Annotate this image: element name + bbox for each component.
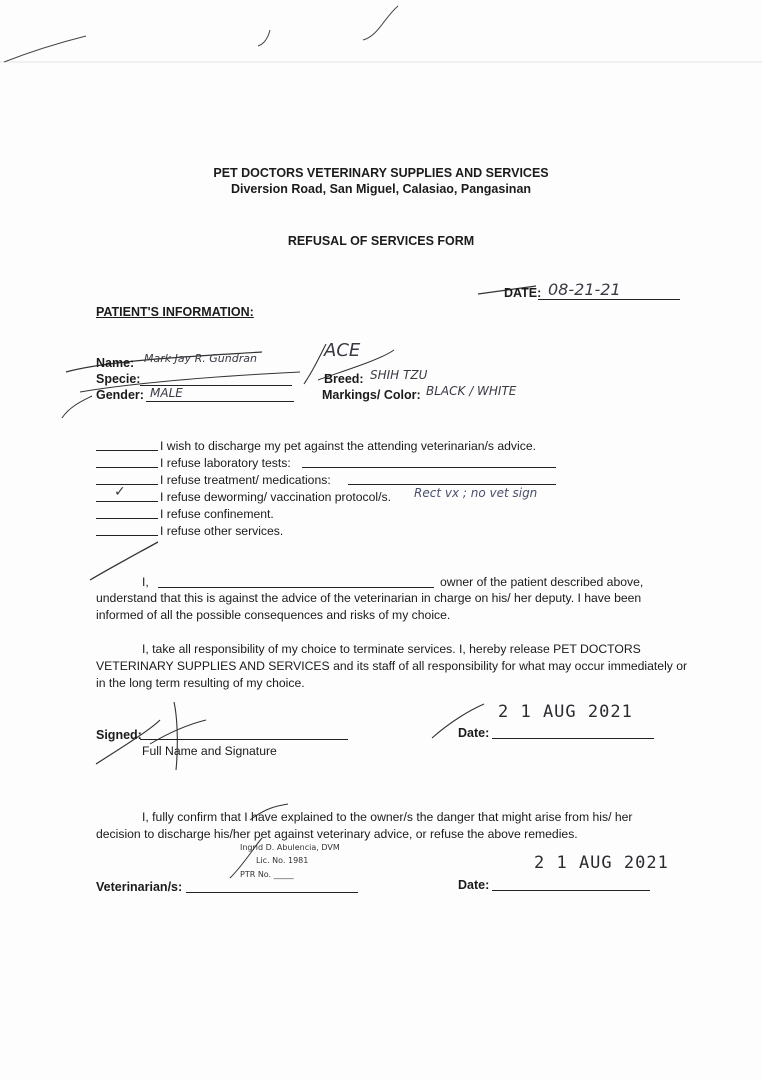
form-title: REFUSAL OF SERVICES FORM	[287, 234, 475, 248]
release-line1: I, take all responsibility of my choice to terminate services. I, hereby release PET DOCTORS	[142, 642, 641, 656]
breed-label: Breed:	[324, 372, 364, 386]
option-lab-tests: I refuse laboratory tests:	[160, 456, 291, 470]
company-address: Diversion Road, San Miguel, Calasiao, Pangasinan	[230, 182, 532, 196]
vet-stamp-ptr: PTR No. _____	[240, 870, 294, 879]
signed-label: Signed:	[96, 728, 142, 742]
signature-caption: Full Name and Signature	[142, 744, 277, 758]
option-blank-1[interactable]	[96, 450, 158, 451]
gender-value: MALE	[150, 386, 183, 400]
signed-date-line[interactable]	[492, 738, 654, 739]
vet-signature-line[interactable]	[186, 892, 358, 893]
lab-tests-line[interactable]	[302, 467, 556, 468]
statement-line2: understand that this is against the advice of the veterinarian in charge on his/ her deputy. I have been	[96, 591, 642, 605]
markings-value: BLACK / WHITE	[426, 384, 517, 398]
vet-date-line[interactable]	[492, 890, 650, 891]
statement-line1: owner of the patient described above,	[440, 575, 644, 589]
option-blank-4[interactable]	[96, 501, 158, 502]
owner-name-value: Mark Jay R. Gundran	[144, 352, 257, 365]
vet-date-label: Date:	[458, 878, 490, 892]
vet-confirm-line1: I, fully confirm that I have explained to the owner/s the danger that might arise from his/ her	[142, 810, 633, 824]
option-confinement: I refuse confinement.	[160, 507, 274, 521]
option-treatment: I refuse treatment/ medications:	[160, 473, 331, 487]
vet-stamp-license: Lic. No. 1981	[256, 856, 309, 865]
deworming-note: Rect vx ; no vet sign	[414, 486, 538, 500]
statement-i: I,	[142, 575, 149, 589]
release-line3: in the long term resulting of my choice.	[96, 676, 305, 690]
date-label: DATE:	[504, 286, 542, 300]
vet-date-stamp: 2 1 AUG 2021	[534, 853, 669, 873]
statement-line3: informed of all the possible consequences and risks of my choice.	[96, 608, 451, 622]
option-deworming: I refuse deworming/ vaccination protocol/s.	[160, 490, 391, 504]
name-label: Name:	[96, 356, 135, 370]
pet-name-value: ACE	[324, 340, 361, 361]
date-line[interactable]	[538, 299, 680, 300]
signed-date-label: Date:	[458, 726, 490, 740]
signed-date-stamp: 2 1 AUG 2021	[498, 702, 633, 722]
release-line2: VETERINARY SUPPLIES AND SERVICES and its staff of all responsibility for what may occur immediately or	[96, 659, 688, 673]
owner-name-line[interactable]	[158, 587, 434, 588]
date-value: 08-21-21	[548, 280, 621, 299]
vet-confirm-line2: decision to discharge his/her pet against veterinary advice, or refuse the above remedies.	[96, 827, 578, 841]
option-other-services: I refuse other services.	[160, 524, 284, 538]
patient-info-title: PATIENT'S INFORMATION:	[96, 305, 254, 319]
treatment-line[interactable]	[348, 484, 556, 485]
signature-line[interactable]	[140, 739, 348, 740]
check-mark: ✓	[114, 484, 126, 500]
vet-label: Veterinarian/s:	[96, 880, 183, 894]
option-blank-3[interactable]	[96, 484, 158, 485]
gender-label: Gender:	[96, 388, 144, 402]
option-blank-6[interactable]	[96, 535, 158, 536]
option-discharge: I wish to discharge my pet against the attending veterinarian/s advice.	[160, 439, 536, 453]
gender-line[interactable]	[146, 401, 294, 402]
markings-label: Markings/ Color:	[322, 388, 421, 402]
option-blank-5[interactable]	[96, 518, 158, 519]
option-blank-2[interactable]	[96, 467, 158, 468]
company-name: PET DOCTORS VETERINARY SUPPLIES AND SERVICES	[213, 166, 549, 180]
vet-stamp-name: Ingrid D. Abulencia, DVM	[240, 843, 340, 852]
breed-value: SHIH TZU	[370, 368, 428, 382]
specie-label: Specie:	[96, 372, 141, 386]
